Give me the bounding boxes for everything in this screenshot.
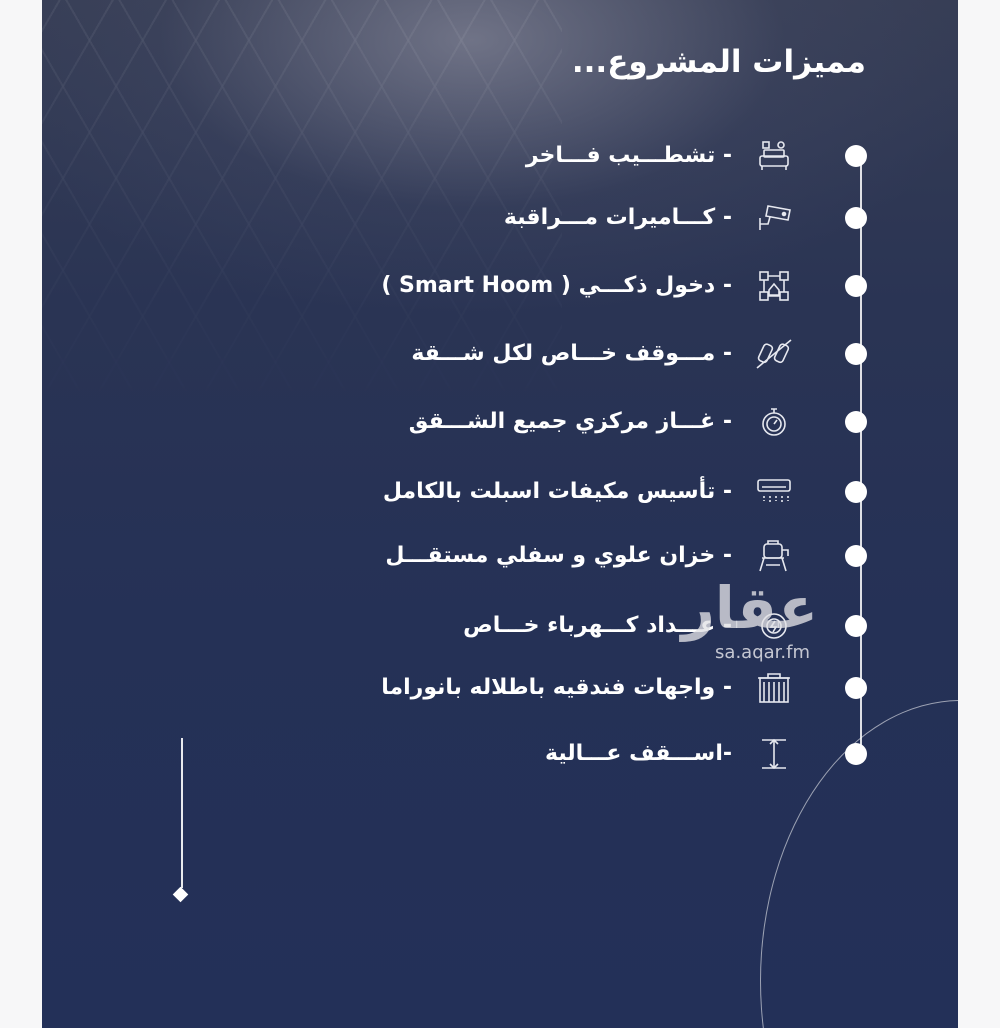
decorative-line [181, 738, 183, 888]
feature-item [42, 604, 958, 648]
air-conditioner-icon [754, 474, 794, 510]
feature-item [42, 264, 958, 308]
smart-home-icon [754, 268, 794, 304]
timeline-dot [845, 677, 867, 699]
timeline-dot [845, 343, 867, 365]
timeline-dot [845, 411, 867, 433]
feature-item [42, 534, 958, 578]
gas-meter-icon [754, 404, 794, 440]
timeline-dot [845, 275, 867, 297]
feature-item [42, 134, 958, 178]
timeline-dot [845, 545, 867, 567]
furniture-icon [754, 138, 794, 174]
feature-text: - مـــوقف خـــاص لكل شـــقة [411, 341, 732, 366]
feature-text: - دخول ذكـــي ( Smart Hoom ) [381, 273, 732, 298]
watermark-logo: عقار [681, 574, 818, 642]
timeline-dot [845, 207, 867, 229]
feature-text: - خزان علوي و سفلي مستقـــل [385, 543, 732, 568]
ad-panel [42, 0, 958, 1028]
feature-item [42, 196, 958, 240]
parking-cars-icon [754, 336, 794, 372]
timeline-dot [845, 481, 867, 503]
feature-text: - عـــداد كـــهرباء خـــاص [463, 613, 732, 638]
feature-item [42, 470, 958, 514]
feature-item [42, 332, 958, 376]
feature-text: - واجهات فندقيه باطلاله بانوراما [381, 675, 732, 700]
security-camera-icon [754, 200, 794, 236]
feature-item [42, 732, 958, 776]
feature-text: - تشطـــيب فـــاخر [525, 143, 732, 168]
water-tank-icon [754, 538, 794, 574]
feature-item [42, 400, 958, 444]
feature-text: -اســـقف عـــالية [545, 741, 732, 766]
watermark [648, 574, 818, 668]
watermark-url: sa.aqar.fm [715, 642, 810, 663]
feature-item [42, 666, 958, 710]
ceiling-height-icon [754, 736, 794, 772]
page-title: مميزات المشروع... [571, 44, 866, 80]
feature-text: - غـــاز مركزي جميع الشـــقق [408, 409, 732, 434]
feature-text: - تأسيس مكيفات اسبلت بالكامل [382, 479, 732, 504]
timeline-dot [845, 145, 867, 167]
feature-text: - كـــاميرات مـــراقبة [503, 205, 732, 230]
building-facade-icon [754, 670, 794, 706]
timeline-dot [845, 615, 867, 637]
